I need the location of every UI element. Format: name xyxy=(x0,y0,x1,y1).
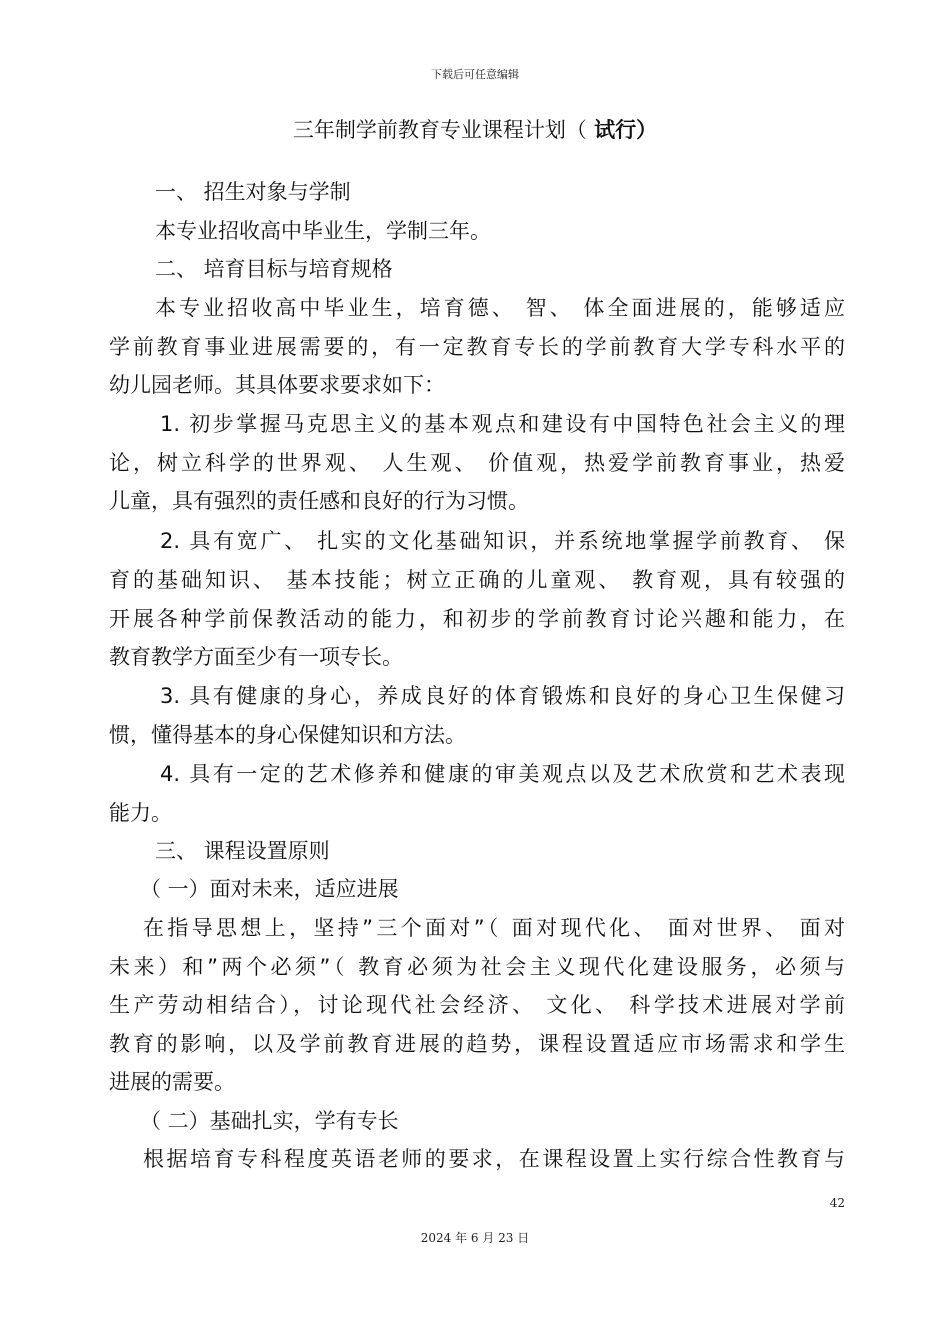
paragraph-line: 进展的需要。 xyxy=(109,1070,235,1094)
footer-date: 2024 年 6 月 23 日 xyxy=(420,1231,530,1245)
header-note: 下载后可任意编辑 xyxy=(431,68,519,81)
list-item-1: 1. 初步掌握马克思主义的基本观点和建设有中国特色社会主义的理 xyxy=(160,412,845,436)
paragraph-line: 能力。 xyxy=(109,801,172,825)
paragraph-line: 开展各种学前保教活动的能力，和初步的学前教育讨论兴趣和能力，在 xyxy=(109,607,845,631)
paragraph-line: 生产劳动相结合），讨论现代社会经济、 文化、 科学技术进展对学前 xyxy=(109,993,845,1017)
subsection-heading-1: （ 一）面对未来，适应进展 xyxy=(140,877,399,901)
paragraph-line: 儿童，具有强烈的责任感和良好的行为习惯。 xyxy=(109,489,529,513)
paragraph-line: 未来）和”两个必须”（ 教育必须为社会主义现代化建设服务，必须与 xyxy=(109,955,845,979)
paragraph-line: 惯，懂得基本的身心保健知识和方法。 xyxy=(109,723,466,747)
subsection-heading-2: （ 二）基础扎实，学有专长 xyxy=(140,1109,399,1133)
list-item-2: 2. 具有宽广、 扎实的文化基础知识，并系统地掌握学前教育、 保 xyxy=(160,529,845,553)
paragraph-line: 本专业招收高中毕业生，培育德、 智、 体全面进展的，能够适应 xyxy=(155,296,845,320)
section-heading-2: 二、 培育目标与培育规格 xyxy=(155,257,393,281)
paragraph-line: 幼儿园老师。其具体要求要求如下： xyxy=(109,373,445,397)
page-number: 42 xyxy=(829,1196,845,1210)
paragraph-line: 论，树立科学的世界观、 人生观、 价值观，热爱学前教育事业，热爱 xyxy=(109,451,845,475)
title-main: 三年制学前教育专业课程计划（ xyxy=(292,118,587,142)
section-heading-3: 三、 课程设置原则 xyxy=(155,839,330,863)
list-item-3: 3. 具有健康的身心，养成良好的体育锻炼和良好的身心卫生保健习 xyxy=(160,684,845,708)
paragraph-line: 学前教育事业进展需要的，有一定教育专长的学前教育大学专科水平的 xyxy=(109,335,845,359)
document-title xyxy=(0,114,950,144)
title-trial: 试行） xyxy=(586,118,658,142)
paragraph-line: 教育的影响，以及学前教育进展的趋势，课程设置适应市场需求和学生 xyxy=(109,1032,845,1056)
paragraph-line: 本专业招收高中毕业生，学制三年。 xyxy=(155,219,491,243)
paragraph-line: 育的基础知识、 基本技能；树立正确的儿童观、 教育观，具有较强的 xyxy=(109,568,845,592)
paragraph-line: 根据培育专科程度英语老师的要求，在课程设置上实行综合性教育与 xyxy=(143,1147,845,1171)
paragraph-line: 教育教学方面至少有一项专长。 xyxy=(109,645,403,669)
paragraph-line: 在指导思想上，坚持”三个面对”（ 面对现代化、 面对世界、 面对 xyxy=(143,916,845,940)
section-heading-1: 一、 招生对象与学制 xyxy=(155,180,351,204)
list-item-4: 4. 具有一定的艺术修养和健康的审美观点以及艺术欣赏和艺术表现 xyxy=(160,762,845,786)
